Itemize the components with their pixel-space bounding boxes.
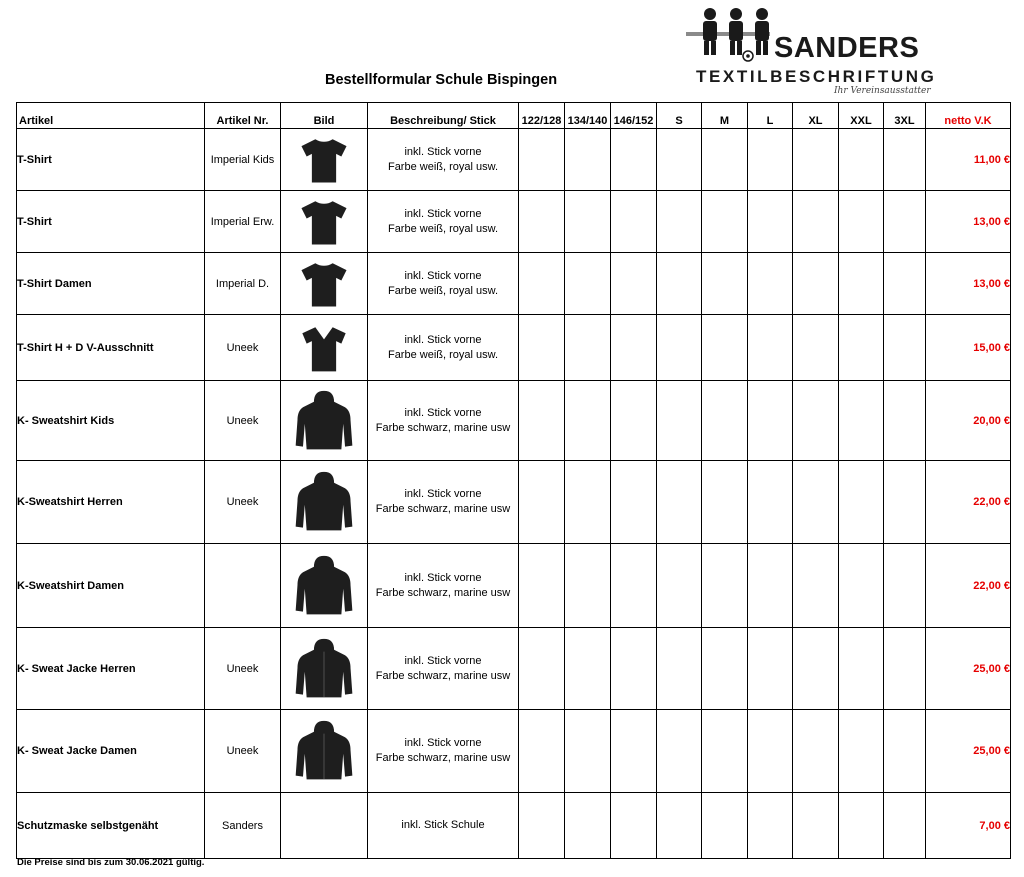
qty-cell-122-128[interactable] bbox=[519, 191, 565, 253]
qty-cell-s[interactable] bbox=[657, 381, 702, 461]
qty-cell-l[interactable] bbox=[748, 710, 793, 793]
qty-cell-xl[interactable] bbox=[793, 253, 839, 315]
hoodie-icon bbox=[292, 465, 356, 539]
qty-cell-xxl[interactable] bbox=[839, 628, 884, 710]
table-row bbox=[17, 544, 1011, 628]
table-row bbox=[17, 381, 1011, 461]
qty-cell-m[interactable] bbox=[702, 793, 748, 859]
item-name: T-Shirt H + D V-Ausschnitt bbox=[17, 315, 205, 381]
qty-cell-134-140[interactable] bbox=[565, 315, 611, 381]
table-row bbox=[17, 628, 1011, 710]
table-row bbox=[17, 129, 1011, 191]
item-image-cell bbox=[281, 129, 368, 191]
footer-note: Die Preise sind bis zum 30.06.2021 gültig. bbox=[17, 857, 205, 868]
item-image-cell bbox=[281, 315, 368, 381]
table-row bbox=[17, 710, 1011, 793]
item-name: T-Shirt bbox=[17, 129, 205, 191]
qty-cell-146-152[interactable] bbox=[611, 461, 657, 544]
item-image-cell bbox=[281, 793, 368, 859]
qty-cell-s[interactable] bbox=[657, 461, 702, 544]
qty-cell-3xl[interactable] bbox=[884, 793, 926, 859]
qty-cell-146-152[interactable] bbox=[611, 793, 657, 859]
item-description bbox=[368, 253, 519, 315]
item-number: Uneek bbox=[205, 628, 281, 710]
qty-cell-122-128[interactable] bbox=[519, 253, 565, 315]
garment-shape bbox=[301, 201, 346, 244]
qty-cell-122-128[interactable] bbox=[519, 628, 565, 710]
item-price: 11,00 € bbox=[926, 129, 1011, 191]
qty-cell-xl[interactable] bbox=[793, 793, 839, 859]
qty-cell-xxl[interactable] bbox=[839, 461, 884, 544]
qty-cell-m[interactable] bbox=[702, 544, 748, 628]
item-description bbox=[368, 191, 519, 253]
qty-cell-l[interactable] bbox=[748, 315, 793, 381]
description-line-1: inkl. Stick vorne bbox=[404, 406, 482, 419]
hoodie-icon bbox=[292, 384, 356, 458]
item-price: 20,00 € bbox=[926, 381, 1011, 461]
qty-cell-s[interactable] bbox=[657, 793, 702, 859]
qty-cell-xxl[interactable] bbox=[839, 253, 884, 315]
qty-cell-s[interactable] bbox=[657, 315, 702, 381]
qty-cell-3xl[interactable] bbox=[884, 315, 926, 381]
qty-cell-3xl[interactable] bbox=[884, 710, 926, 793]
description-line-1: inkl. Stick Schule bbox=[401, 819, 485, 831]
table-row bbox=[17, 191, 1011, 253]
description-line-2: Farbe weiß, royal usw. bbox=[387, 222, 499, 235]
garment-shape bbox=[296, 555, 353, 614]
item-name: K- Sweatshirt Kids bbox=[17, 381, 205, 461]
qty-cell-xxl[interactable] bbox=[839, 315, 884, 381]
header-price: netto V.K bbox=[926, 103, 1011, 129]
description-line-1: inkl. Stick vorne bbox=[404, 207, 482, 220]
item-image-cell bbox=[281, 710, 368, 793]
qty-cell-3xl[interactable] bbox=[884, 628, 926, 710]
item-name: T-Shirt bbox=[17, 191, 205, 253]
item-description bbox=[368, 793, 519, 859]
qty-cell-146-152[interactable] bbox=[611, 191, 657, 253]
header-artikel: Artikel bbox=[17, 103, 205, 129]
logo-name: SANDERS bbox=[774, 32, 920, 64]
qty-cell-146-152[interactable] bbox=[611, 129, 657, 191]
item-price: 25,00 € bbox=[926, 628, 1011, 710]
item-price: 15,00 € bbox=[926, 315, 1011, 381]
header-size-s: S bbox=[657, 103, 702, 129]
qty-cell-xl[interactable] bbox=[793, 628, 839, 710]
qty-cell-134-140[interactable] bbox=[565, 461, 611, 544]
qty-cell-l[interactable] bbox=[748, 191, 793, 253]
header-bild: Bild bbox=[281, 103, 368, 129]
header-size-134-140: 134/140 bbox=[565, 103, 611, 129]
table-row bbox=[17, 315, 1011, 381]
qty-cell-xxl[interactable] bbox=[839, 793, 884, 859]
header-size-l: L bbox=[748, 103, 793, 129]
item-image-cell bbox=[281, 191, 368, 253]
item-image-cell bbox=[281, 461, 368, 544]
header-beschreibung: Beschreibung/ Stick bbox=[368, 103, 519, 129]
item-name: K- Sweat Jacke Herren bbox=[17, 628, 205, 710]
qty-cell-122-128[interactable] bbox=[519, 461, 565, 544]
qty-cell-122-128[interactable] bbox=[519, 544, 565, 628]
item-description bbox=[368, 710, 519, 793]
item-number: Uneek bbox=[205, 315, 281, 381]
qty-cell-l[interactable] bbox=[748, 129, 793, 191]
header-size-m: M bbox=[702, 103, 748, 129]
item-description bbox=[368, 544, 519, 628]
item-number: Imperial Kids bbox=[205, 129, 281, 191]
garment-shape bbox=[301, 139, 346, 182]
logo-tagline: Ihr Vereinsausstatter bbox=[834, 86, 931, 96]
logo-subtitle: TEXTILBESCHRIFTUNG bbox=[696, 67, 937, 86]
document-title: Bestellformular Schule Bispingen bbox=[325, 72, 558, 88]
qty-cell-m[interactable] bbox=[702, 315, 748, 381]
hooded-jacket-icon bbox=[292, 632, 356, 706]
item-description bbox=[368, 381, 519, 461]
qty-cell-l[interactable] bbox=[748, 461, 793, 544]
item-name: K-Sweatshirt Herren bbox=[17, 461, 205, 544]
hoodie-icon bbox=[292, 549, 356, 623]
item-description bbox=[368, 129, 519, 191]
qty-cell-xl[interactable] bbox=[793, 191, 839, 253]
header-size-3xl: 3XL bbox=[884, 103, 926, 129]
item-image-cell bbox=[281, 253, 368, 315]
qty-cell-m[interactable] bbox=[702, 381, 748, 461]
description-line-1: inkl. Stick vorne bbox=[404, 654, 482, 667]
item-number: Uneek bbox=[205, 381, 281, 461]
item-number: Sanders bbox=[205, 793, 281, 859]
qty-cell-122-128[interactable] bbox=[519, 129, 565, 191]
description-line-2: Farbe weiß, royal usw. bbox=[387, 160, 499, 173]
qty-cell-134-140[interactable] bbox=[565, 253, 611, 315]
table-row bbox=[17, 793, 1011, 859]
item-name: K-Sweatshirt Damen bbox=[17, 544, 205, 628]
qty-cell-134-140[interactable] bbox=[565, 191, 611, 253]
qty-cell-l[interactable] bbox=[748, 628, 793, 710]
qty-cell-s[interactable] bbox=[657, 628, 702, 710]
description-line-2: Farbe schwarz, marine usw bbox=[375, 752, 511, 764]
header-size-146-152: 146/152 bbox=[611, 103, 657, 129]
description-line-2: Farbe schwarz, marine usw bbox=[375, 503, 511, 515]
item-price: 7,00 € bbox=[926, 793, 1011, 859]
qty-cell-s[interactable] bbox=[657, 191, 702, 253]
garment-shape bbox=[296, 390, 353, 449]
header-size-xxl: XXL bbox=[839, 103, 884, 129]
qty-cell-xl[interactable] bbox=[793, 381, 839, 461]
item-number: Imperial D. bbox=[205, 253, 281, 315]
qty-cell-xxl[interactable] bbox=[839, 381, 884, 461]
qty-cell-3xl[interactable] bbox=[884, 129, 926, 191]
qty-cell-3xl[interactable] bbox=[884, 253, 926, 315]
qty-cell-134-140[interactable] bbox=[565, 710, 611, 793]
description-line-2: Farbe weiß, royal usw. bbox=[387, 348, 499, 361]
qty-cell-xl[interactable] bbox=[793, 315, 839, 381]
table-row bbox=[17, 461, 1011, 544]
item-number: Uneek bbox=[205, 461, 281, 544]
sanders-logo bbox=[686, 4, 946, 96]
item-name: T-Shirt Damen bbox=[17, 253, 205, 315]
qty-cell-s[interactable] bbox=[657, 710, 702, 793]
qty-cell-134-140[interactable] bbox=[565, 381, 611, 461]
garment-shape bbox=[296, 472, 353, 531]
garment-shape bbox=[302, 327, 345, 371]
qty-cell-s[interactable] bbox=[657, 253, 702, 315]
item-price: 25,00 € bbox=[926, 710, 1011, 793]
item-image-cell bbox=[281, 544, 368, 628]
qty-cell-xxl[interactable] bbox=[839, 710, 884, 793]
item-description bbox=[368, 628, 519, 710]
tshirt-icon bbox=[298, 258, 350, 310]
qty-cell-xxl[interactable] bbox=[839, 129, 884, 191]
qty-cell-134-140[interactable] bbox=[565, 793, 611, 859]
qty-cell-l[interactable] bbox=[748, 544, 793, 628]
qty-cell-m[interactable] bbox=[702, 628, 748, 710]
item-description bbox=[368, 315, 519, 381]
qty-cell-xl[interactable] bbox=[793, 461, 839, 544]
item-price: 13,00 € bbox=[926, 191, 1011, 253]
description-line-1: inkl. Stick vorne bbox=[404, 571, 482, 584]
qty-cell-146-152[interactable] bbox=[611, 710, 657, 793]
qty-cell-xl[interactable] bbox=[793, 129, 839, 191]
garment-shape bbox=[301, 263, 346, 306]
qty-cell-l[interactable] bbox=[748, 253, 793, 315]
description-line-2: Farbe weiß, royal usw. bbox=[387, 284, 499, 297]
item-price: 22,00 € bbox=[926, 461, 1011, 544]
qty-cell-m[interactable] bbox=[702, 461, 748, 544]
header-artikel-nr: Artikel Nr. bbox=[205, 103, 281, 129]
item-image-cell bbox=[281, 628, 368, 710]
qty-cell-134-140[interactable] bbox=[565, 628, 611, 710]
item-number: Uneek bbox=[205, 710, 281, 793]
qty-cell-146-152[interactable] bbox=[611, 315, 657, 381]
item-price: 13,00 € bbox=[926, 253, 1011, 315]
qty-cell-xxl[interactable] bbox=[839, 191, 884, 253]
qty-cell-122-128[interactable] bbox=[519, 793, 565, 859]
description-line-1: inkl. Stick vorne bbox=[404, 333, 482, 346]
qty-cell-xl[interactable] bbox=[793, 710, 839, 793]
qty-cell-146-152[interactable] bbox=[611, 544, 657, 628]
qty-cell-122-128[interactable] bbox=[519, 315, 565, 381]
qty-cell-s[interactable] bbox=[657, 544, 702, 628]
header-size-122-128: 122/128 bbox=[519, 103, 565, 129]
qty-cell-3xl[interactable] bbox=[884, 381, 926, 461]
qty-cell-134-140[interactable] bbox=[565, 129, 611, 191]
qty-cell-m[interactable] bbox=[702, 253, 748, 315]
table-header-row bbox=[17, 103, 1011, 129]
qty-cell-xl[interactable] bbox=[793, 544, 839, 628]
header-size-xl: XL bbox=[793, 103, 839, 129]
item-description bbox=[368, 461, 519, 544]
qty-cell-3xl[interactable] bbox=[884, 461, 926, 544]
qty-cell-m[interactable] bbox=[702, 129, 748, 191]
description-line-1: inkl. Stick vorne bbox=[404, 269, 482, 282]
qty-cell-xxl[interactable] bbox=[839, 544, 884, 628]
item-number: Imperial Erw. bbox=[205, 191, 281, 253]
tshirt-icon bbox=[298, 196, 350, 248]
item-name: Schutzmaske selbstgenäht bbox=[17, 793, 205, 859]
qty-cell-146-152[interactable] bbox=[611, 253, 657, 315]
qty-cell-146-152[interactable] bbox=[611, 628, 657, 710]
qty-cell-l[interactable] bbox=[748, 381, 793, 461]
qty-cell-122-128[interactable] bbox=[519, 381, 565, 461]
item-name: K- Sweat Jacke Damen bbox=[17, 710, 205, 793]
order-form-table bbox=[16, 102, 1011, 859]
vneck-tshirt-icon bbox=[298, 322, 350, 374]
qty-cell-146-152[interactable] bbox=[611, 381, 657, 461]
description-line-2: Farbe schwarz, marine usw bbox=[375, 669, 511, 682]
description-line-2: Farbe schwarz, marine usw bbox=[375, 421, 511, 434]
description-line-2: Farbe schwarz, marine usw bbox=[375, 586, 511, 599]
item-price: 22,00 € bbox=[926, 544, 1011, 628]
qty-cell-s[interactable] bbox=[657, 129, 702, 191]
description-line-1: inkl. Stick vorne bbox=[404, 145, 482, 158]
qty-cell-3xl[interactable] bbox=[884, 544, 926, 628]
qty-cell-l[interactable] bbox=[748, 793, 793, 859]
tshirt-icon bbox=[298, 134, 350, 186]
qty-cell-m[interactable] bbox=[702, 710, 748, 793]
qty-cell-3xl[interactable] bbox=[884, 191, 926, 253]
qty-cell-m[interactable] bbox=[702, 191, 748, 253]
qty-cell-134-140[interactable] bbox=[565, 544, 611, 628]
qty-cell-122-128[interactable] bbox=[519, 710, 565, 793]
table-row bbox=[17, 253, 1011, 315]
description-line-1: inkl. Stick vorne bbox=[404, 488, 482, 500]
description-line-1: inkl. Stick vorne bbox=[404, 737, 482, 749]
item-number bbox=[205, 544, 281, 628]
hooded-jacket-icon bbox=[292, 714, 356, 788]
item-image-cell bbox=[281, 381, 368, 461]
